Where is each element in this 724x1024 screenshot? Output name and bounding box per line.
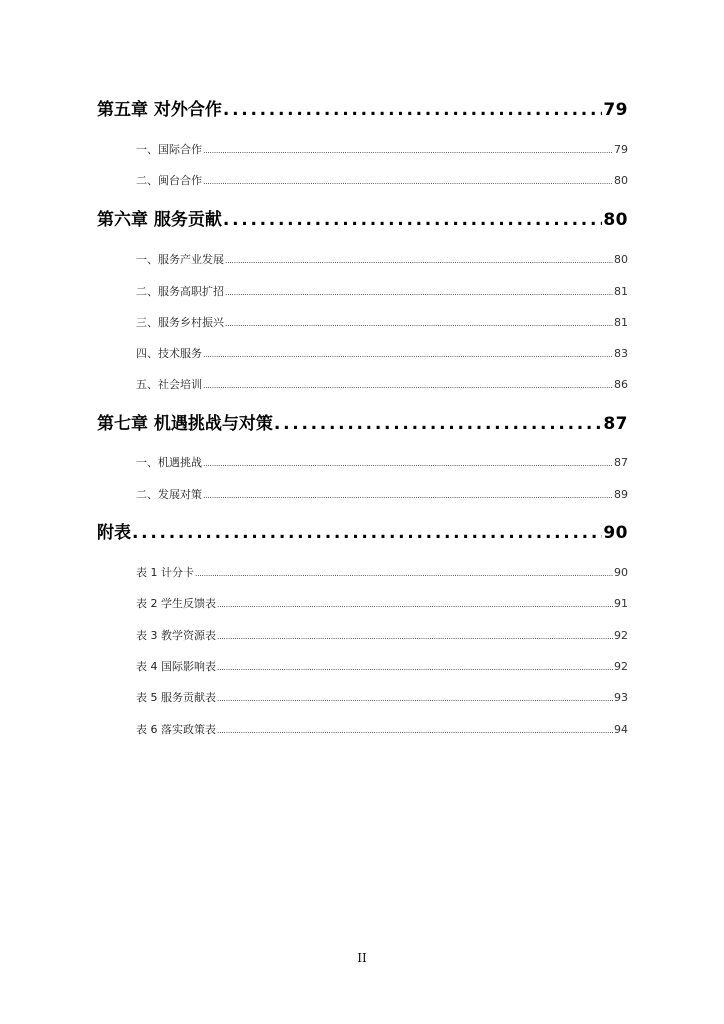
toc-entry-page: 87 (614, 456, 628, 469)
toc-entry-page: 81 (614, 316, 628, 329)
toc-entry-page: 90 (614, 566, 628, 579)
dot-leader (217, 694, 613, 703)
toc-entry-label: 一、服务产业发展 (136, 253, 224, 266)
toc-entry-label: 表 3 教学资源表 (136, 629, 216, 642)
toc-section-opportunities-challenges[interactable] (136, 454, 628, 470)
toc-entry-label: 附表 (97, 523, 131, 543)
toc-entry-label: 第七章 机遇挑战与对策 (97, 414, 273, 434)
dot-leader (203, 459, 613, 468)
toc-chapter-6[interactable] (97, 205, 628, 230)
toc-entry-page: 93 (614, 691, 628, 704)
dot-leader (132, 523, 602, 543)
toc-entry-label: 第六章 服务贡献 (97, 210, 222, 230)
toc-entry-page: 79 (603, 100, 628, 120)
toc-entry-label: 表 1 计分卡 (136, 566, 194, 579)
toc-entry-label: 表 6 落实政策表 (136, 723, 216, 736)
toc-entry-label: 二、服务高职扩招 (136, 285, 224, 298)
toc-entry-label: 一、国际合作 (136, 143, 202, 156)
toc-entry-page: 83 (614, 347, 628, 360)
toc-entry-label: 五、社会培训 (136, 378, 202, 391)
dot-leader (203, 146, 613, 155)
toc-chapter-7[interactable] (97, 409, 628, 434)
toc-entry-page: 89 (614, 488, 628, 501)
toc-entry-label: 表 4 国际影响表 (136, 660, 216, 673)
toc-entry-label: 二、闽台合作 (136, 174, 202, 187)
toc-entry-label: 第五章 对外合作 (97, 100, 222, 120)
toc-entry-page: 80 (603, 210, 628, 230)
toc-entry-label: 一、机遇挑战 (136, 456, 202, 469)
toc-entry-page: 80 (614, 253, 628, 266)
toc-entry-page: 92 (614, 629, 628, 642)
dot-leader (217, 726, 613, 735)
dot-leader (217, 632, 613, 641)
toc-entry-page: 80 (614, 174, 628, 187)
toc-entry-page: 79 (614, 143, 628, 156)
dot-leader (225, 256, 613, 265)
toc-section-technical-services[interactable] (136, 345, 628, 361)
dot-leader (225, 319, 613, 328)
toc-appendix[interactable] (97, 518, 628, 543)
toc-table-6[interactable] (136, 721, 628, 737)
toc-entry-page: 91 (614, 597, 628, 610)
toc-chapter-5[interactable] (97, 95, 628, 120)
toc-section-enrollment-expansion[interactable] (136, 283, 628, 299)
toc-entry-page: 92 (614, 660, 628, 673)
dot-leader (217, 600, 613, 609)
dot-leader (203, 381, 613, 390)
toc-table-5[interactable] (136, 689, 628, 705)
toc-entry-page: 86 (614, 378, 628, 391)
dot-leader (217, 663, 613, 672)
dot-leader (225, 288, 613, 297)
toc-entry-label: 二、发展对策 (136, 488, 202, 501)
dot-leader (203, 491, 613, 500)
dot-leader (195, 569, 613, 578)
toc-section-development-strategy[interactable] (136, 486, 628, 502)
toc-table-4[interactable] (136, 658, 628, 674)
toc-table-3[interactable] (136, 627, 628, 643)
dot-leader (203, 350, 613, 359)
toc-section-industry-development[interactable] (136, 251, 628, 267)
toc-section-rural-revitalization[interactable] (136, 314, 628, 330)
toc-entry-label: 四、技术服务 (136, 347, 202, 360)
toc-entry-label: 三、服务乡村振兴 (136, 316, 224, 329)
toc-section-fujian-taiwan-cooperation[interactable] (136, 172, 628, 188)
dot-leader (203, 177, 613, 186)
toc-table-2[interactable] (136, 595, 628, 611)
toc-entry-page: 90 (603, 523, 628, 543)
toc-entry-page: 87 (603, 414, 628, 434)
toc-section-social-training[interactable] (136, 376, 628, 392)
toc-entry-page: 81 (614, 285, 628, 298)
toc-entry-label: 表 2 学生反馈表 (136, 597, 216, 610)
toc-table-1[interactable] (136, 564, 628, 580)
toc-section-international-cooperation[interactable] (136, 141, 628, 157)
toc-entry-page: 94 (614, 723, 628, 736)
page-number: II (357, 951, 367, 965)
dot-leader (223, 210, 602, 230)
toc-entry-label: 表 5 服务贡献表 (136, 691, 216, 704)
dot-leader (274, 414, 602, 434)
dot-leader (223, 100, 602, 120)
